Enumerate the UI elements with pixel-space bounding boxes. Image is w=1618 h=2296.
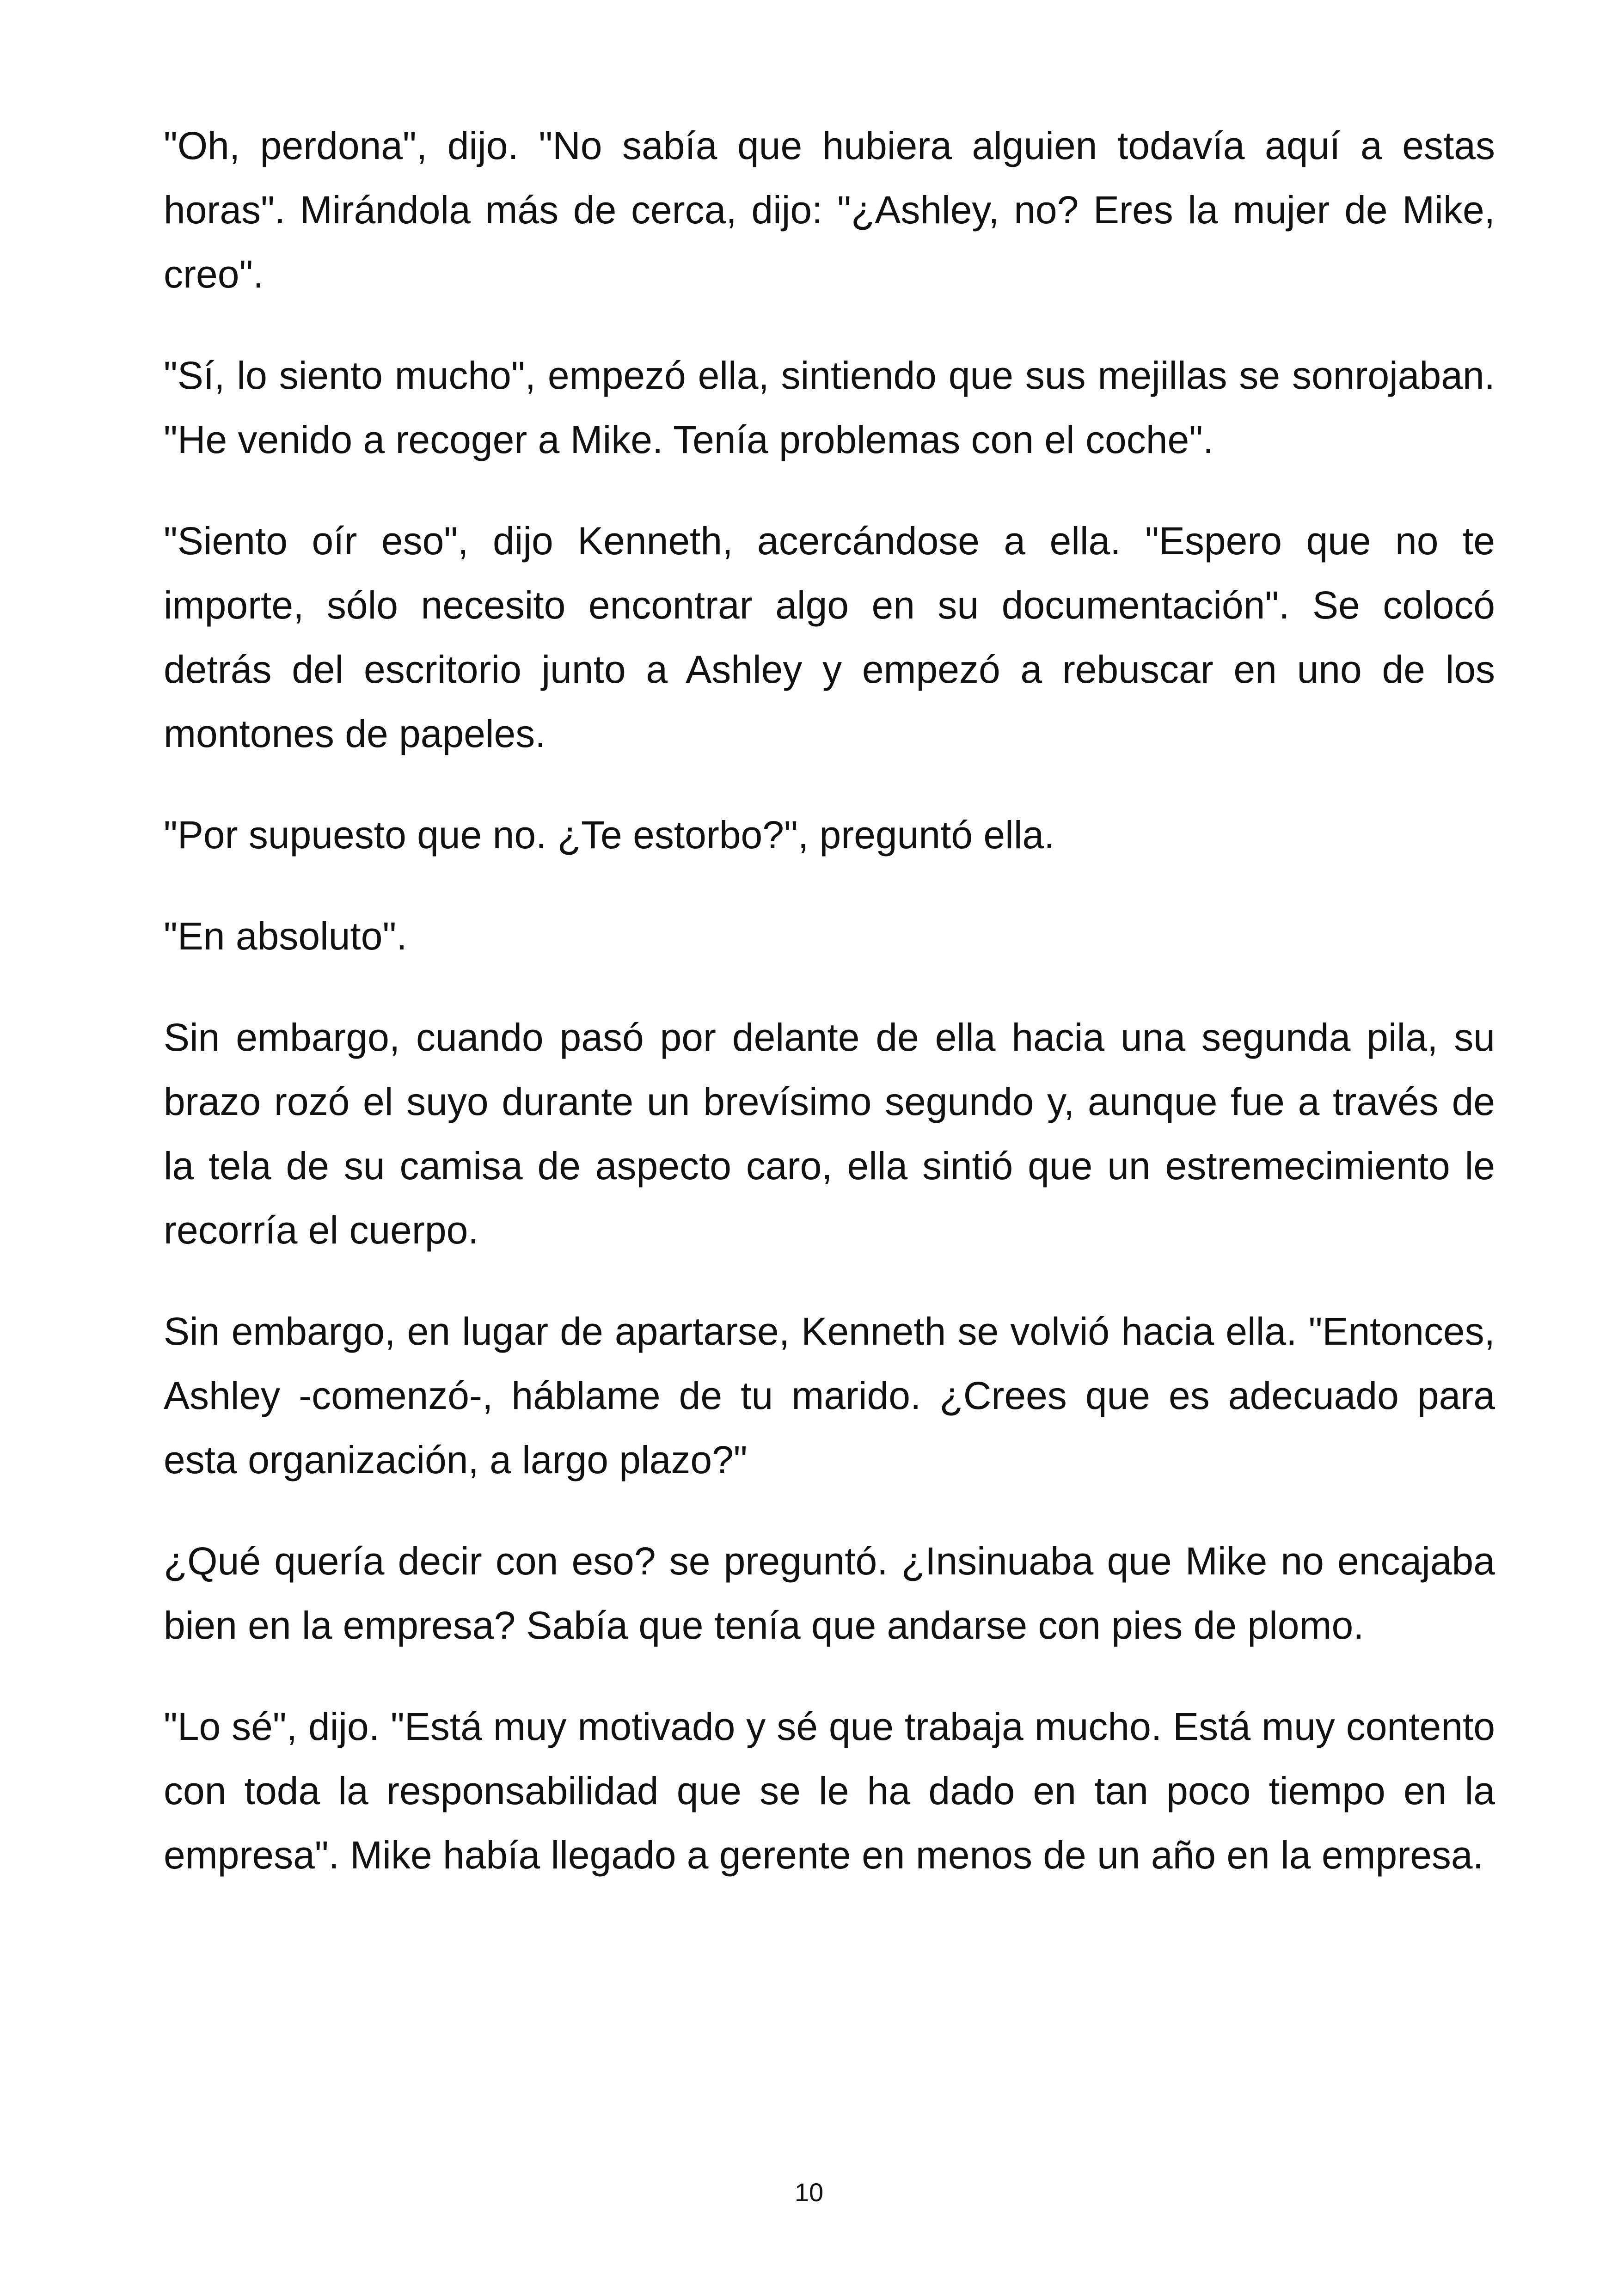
paragraph: "Oh, perdona", dijo. "No sabía que hubiera alguien todavía aquí a estas horas". Mirándola más de cerca, dijo: "¿Ashley, no? Eres la mujer de Mike, creo". bbox=[164, 124, 1495, 296]
body-text bbox=[164, 114, 1495, 1924]
paragraph: Sin embargo, en lugar de apartarse, Kenneth se volvió hacia ella. "Entonces, Ashley -comenzó-, háblame de tu marido. ¿Crees que es adecuado para esta organización, a largo plazo?" bbox=[164, 1310, 1495, 1482]
paragraph: "Por supuesto que no. ¿Te estorbo?", preguntó ella. bbox=[164, 813, 1055, 857]
paragraph: "En absoluto". bbox=[164, 914, 407, 958]
paragraph: "Sí, lo siento mucho", empezó ella, sintiendo que sus mejillas se sonrojaban. "He venido a recoger a Mike. Tenía problemas con el coche". bbox=[164, 354, 1495, 461]
page-number: 10 bbox=[794, 2178, 824, 2207]
paragraph: Sin embargo, cuando pasó por delante de ella hacia una segunda pila, su brazo rozó el suyo durante un brevísimo segundo y, aunque fue a través de la tela de su camisa de aspecto caro, ella sintió que un estremecimiento le recorría el cuerpo. bbox=[164, 1016, 1495, 1252]
paragraph: ¿Qué quería decir con eso? se preguntó. ¿Insinuaba que Mike no encajaba bien en la empresa? Sabía que tenía que andarse con pies de plomo. bbox=[164, 1539, 1495, 1647]
paragraph: "Siento oír eso", dijo Kenneth, acercándose a ella. "Espero que no te importe, sólo necesito encontrar algo en su documentación". Se colocó detrás del escritorio junto a Ashley y empezó a rebuscar en uno de los montones de papeles. bbox=[164, 519, 1495, 755]
paragraph: "Lo sé", dijo. "Está muy motivado y sé que trabaja mucho. Está muy contento con toda la responsabilidad que se le ha dado en tan poco tiempo en la empresa". Mike había llegado a gerente en menos de un año en la empresa. bbox=[164, 1705, 1495, 1877]
